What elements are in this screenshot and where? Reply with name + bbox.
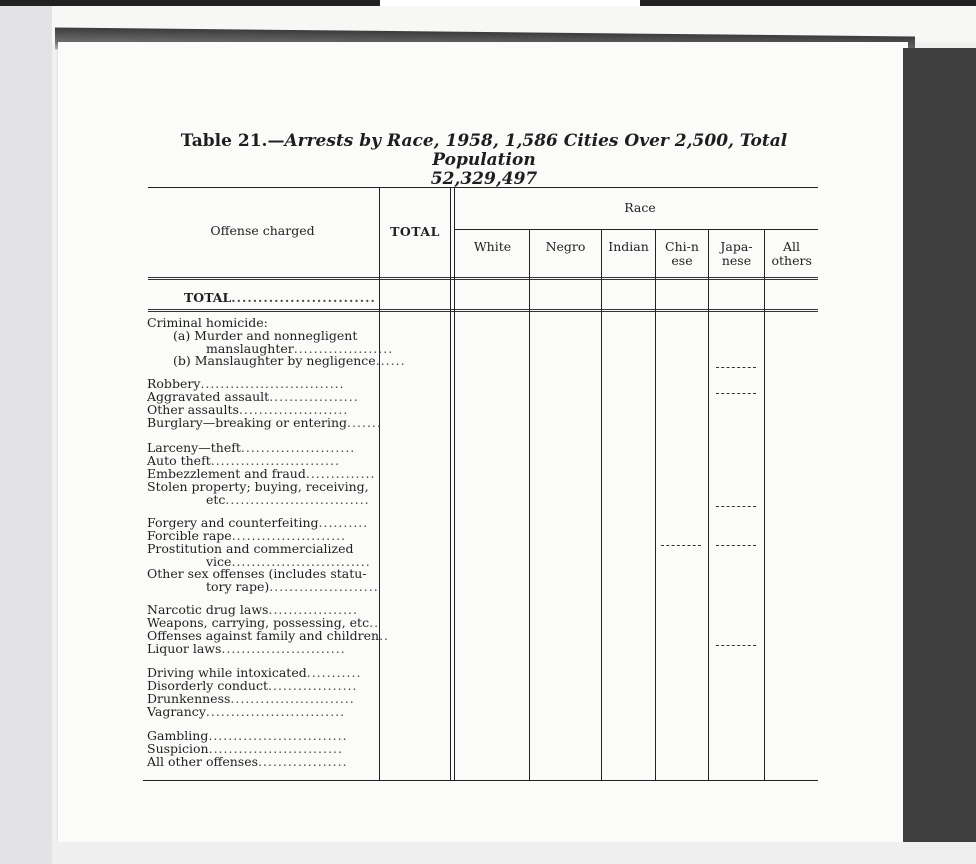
total-row-label-text: TOTAL — [184, 290, 232, 305]
row-label — [173, 354, 406, 367]
row-label-text: Driving while intoxicated — [147, 665, 307, 680]
leader-dots: ....................... — [240, 440, 356, 455]
row-label — [147, 642, 346, 655]
row-label-text: Aggravated assault — [147, 389, 270, 404]
row-label-text: Auto theft — [147, 453, 211, 468]
leader-dots: ....................... — [231, 528, 347, 543]
row-label — [147, 755, 348, 768]
leader-dots: ...... — [375, 353, 406, 368]
leader-dots: ............................. — [225, 492, 370, 507]
leader-dots: ...................... — [269, 579, 379, 594]
header-chinese — [656, 240, 708, 268]
scan-left-margin — [0, 6, 52, 864]
col-rule-race-left — [450, 187, 451, 780]
leader-dots: .................. — [269, 389, 359, 404]
empty-cell-dash — [661, 545, 701, 546]
leader-dots: ........................... — [231, 290, 376, 305]
table-title-main: Arrests by Race, 1958, 1,586 Cities Over 2,500, Total Population — [284, 131, 788, 170]
empty-cell-dash — [716, 506, 756, 507]
header-total: TOTAL — [390, 224, 440, 239]
leader-dots: .................. — [268, 678, 358, 693]
header-race: Race — [624, 200, 656, 215]
row-label-text: vice — [206, 554, 232, 569]
empty-cell-dash — [716, 645, 756, 646]
row-label-text: Larceny—theft — [147, 440, 241, 455]
empty-cell-dash — [716, 545, 756, 546]
leader-dots: ...................... — [238, 402, 349, 417]
col-rule-others — [764, 229, 765, 780]
col-rule-negro — [529, 229, 530, 780]
col-rule-race-left-2 — [454, 187, 455, 780]
row-label-text: Robbery — [147, 376, 201, 391]
leader-dots: ......................... — [230, 691, 355, 706]
table-title-line2: 52,329,497 — [430, 169, 538, 189]
leader-dots: ....... — [347, 415, 382, 430]
row-label-text: Narcotic drug laws — [147, 602, 269, 617]
row-label-text: Suspicion — [147, 741, 209, 756]
row-label-text: (a) Murder and nonnegligent — [173, 328, 358, 343]
row-label-text: Offenses against family and children — [147, 628, 380, 643]
header-indian: Indian — [608, 239, 649, 254]
criminal-homicide-heading: Criminal homicide: — [147, 315, 268, 330]
row-label — [206, 580, 379, 593]
row-label-text: Weapons, carrying, possessing, etc — [147, 615, 370, 630]
col-rule-total-left — [379, 187, 380, 780]
header-japanese — [709, 240, 764, 268]
row-label-text: Liquor laws — [147, 641, 222, 656]
header-white: White — [473, 239, 512, 254]
row-label-text: Vagrancy — [147, 704, 206, 719]
leader-dots: ......................... — [221, 641, 346, 656]
total-row-rule — [148, 309, 818, 312]
row-label-text: All other offenses — [147, 754, 259, 769]
table-label: Table 21. — [180, 131, 268, 151]
leader-dots: .. — [379, 628, 390, 643]
leader-dots: .................. — [258, 754, 348, 769]
row-label-text: etc — [206, 492, 226, 507]
header-japanese-text: Japa-nese — [720, 239, 753, 268]
row-label-text: Stolen property; buying, receiving, — [147, 479, 369, 494]
leader-dots: .......................... — [210, 453, 341, 468]
leader-dots: .................... — [293, 341, 394, 356]
scan-bottom-margin — [52, 842, 976, 864]
row-label — [147, 705, 345, 718]
scan-right-dark-strip — [903, 48, 976, 844]
row-label-text: manslaughter — [206, 341, 294, 356]
empty-cell-dash — [716, 393, 756, 394]
header-offense-charged: Offense charged — [210, 223, 315, 238]
leader-dots: ........... — [306, 665, 362, 680]
leader-dots: .. — [369, 615, 380, 630]
leader-dots: ............................ — [231, 554, 371, 569]
header-bottom-rule — [148, 277, 818, 280]
col-rule-japanese — [708, 229, 709, 780]
row-label-text: tory rape) — [206, 579, 270, 594]
row-label-text: Burglary—breaking or entering — [147, 415, 347, 430]
leader-dots: ........................... — [208, 741, 343, 756]
col-rule-chinese — [655, 229, 656, 780]
row-label-text: (b) Manslaughter by negligence — [173, 353, 376, 368]
col-rule-indian — [601, 229, 602, 780]
leader-dots: .................. — [268, 602, 358, 617]
table-bottom-rule — [143, 780, 818, 781]
row-label-text: Gambling — [147, 728, 209, 743]
row-label-text: Forgery and counterfeiting — [147, 515, 319, 530]
table-title: Table 21.—Arrests by Race, 1958, 1,586 Cities Over 2,500, Total Population 52,329,497 — [180, 131, 788, 189]
leader-dots: ............................. — [200, 376, 345, 391]
empty-cell-dash — [716, 367, 756, 368]
row-label-text: Other sex offenses (includes statu- — [147, 566, 367, 581]
row-label-text: Forcible rape — [147, 528, 232, 543]
header-chinese-text: Chi-nese — [665, 239, 699, 268]
row-label — [147, 416, 382, 429]
row-label-text: Drunkenness — [147, 691, 231, 706]
leader-dots: .............. — [305, 466, 376, 481]
row-label-text: Prostitution and commercialized — [147, 541, 354, 556]
header-negro: Negro — [545, 239, 586, 254]
row-label-text: Disorderly conduct — [147, 678, 268, 693]
header-all-others-text: All others — [771, 239, 812, 268]
row-label-text: Embezzlement and fraud — [147, 466, 306, 481]
leader-dots: ............................ — [208, 728, 348, 743]
leader-dots: .......... — [318, 515, 369, 530]
header-all-others — [765, 240, 818, 268]
total-row-label — [184, 291, 376, 304]
header-top-rule — [148, 187, 818, 188]
row-label-text: Other assaults — [147, 402, 239, 417]
row-label — [206, 493, 370, 506]
leader-dots: ............................ — [205, 704, 346, 719]
